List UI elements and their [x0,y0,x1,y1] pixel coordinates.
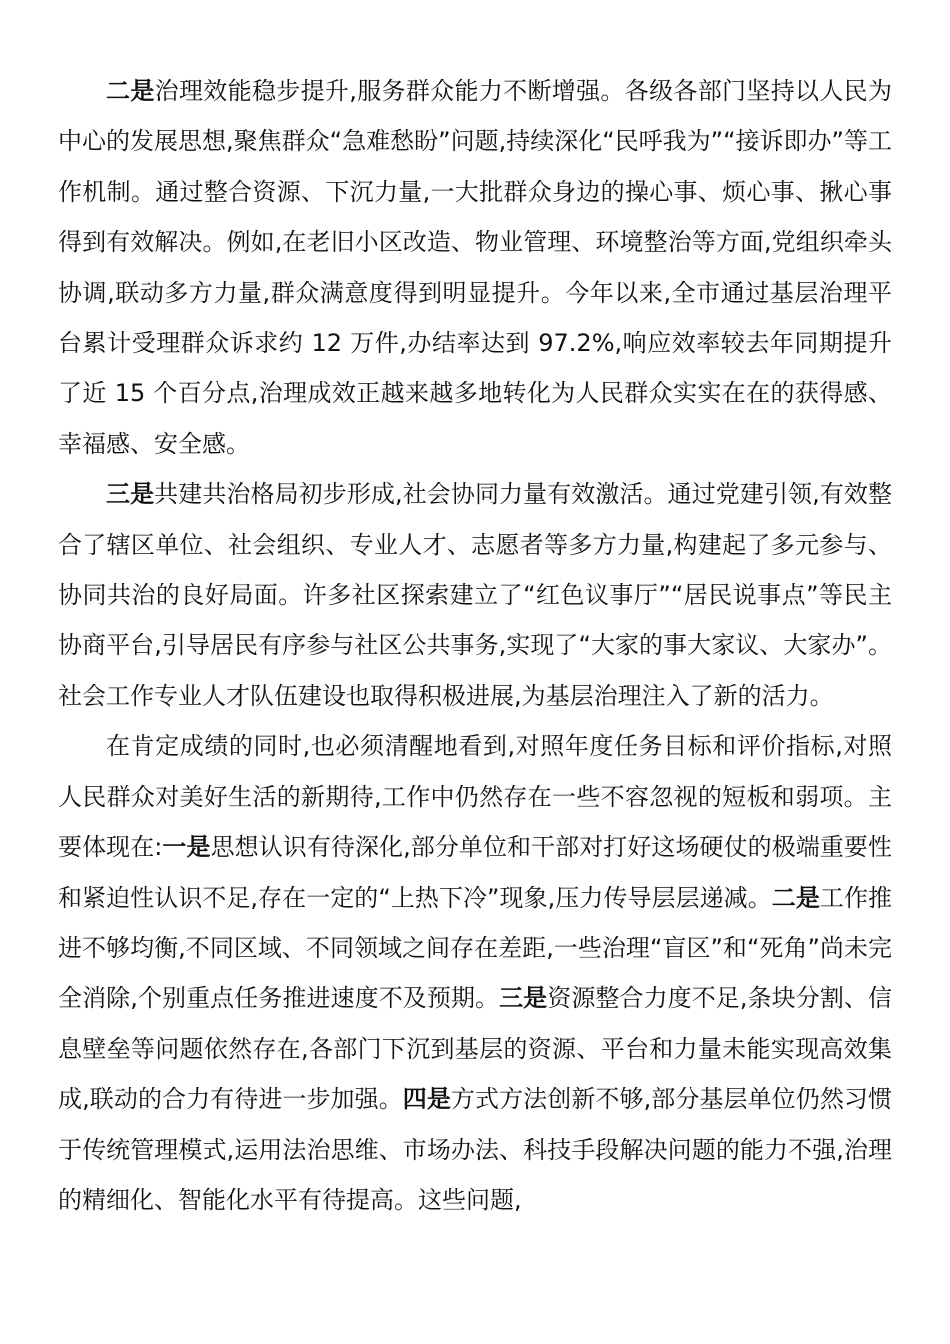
paragraph-lead: 三是 [106,480,155,509]
problem-text-4: 方式方法创新不够,部分基层单位仍然习惯于传统管理模式,运用法治思维、市场办法、科技手段解决问题的能力不强,治理的精细化、智能化水平有待提高。这些问题, [58,1085,892,1214]
problem-lead-3: 三是 [499,984,548,1013]
paragraph-problems [58,721,892,1225]
paragraph-lead: 二是 [106,77,155,105]
document-page [58,66,892,1225]
problem-lead-4: 四是 [402,1085,451,1114]
problem-lead-1: 一是 [162,833,211,862]
paragraph-text: 治理效能稳步提升,服务群众能力不断增强。各级各部门坚持以人民为中心的发展思想,聚焦群众“急难愁盼”问题,持续深化“民呼我为”“接诉即办”等工作机制。通过整合资源、下沉力量,一大批群众身边的操心事、烦心事、揪心事得到有效解决。例如,在老旧小区改造、物业管理、环境整治等方面,党组织牵头协调,联动多方力量,群众满意度得到明显提升。今年以来,全市通过基层治理平台累计受理群众诉求约 12 万件,办结率达到 97.2%,响应效率较去年同期提升了近 15 个百分点,治理成效正越来越多地转化为人民群众实实在在的获得感、幸福感、安全感。 [58,77,892,458]
problem-lead-2: 二是 [771,883,820,912]
problem-text-2: 工作推进不够均衡,不同区域、不同领域之间存在差距,一些治理“盲区”和“死角”尚未完全消除,个别重点任务推进速度不及预期。 [58,883,893,1013]
problem-text-1: 思想认识有待深化,部分单位和干部对打好这场硬仗的极端重要性和紧迫性认识不足,存在一定的“上热下冷”现象,压力传导层层递减。 [58,833,893,912]
paragraph-intro: 在肯定成绩的同时,也必须清醒地看到,对照年度任务目标和评价指标,对照人民群众对美好生活的新期待,工作中仍然存在一些不容忽视的短板和弱项。主要体现在: [58,732,892,862]
paragraph-text: 共建共治格局初步形成,社会协同力量有效激活。通过党建引领,有效整合了辖区单位、社会组织、专业人才、志愿者等多方力量,构建起了多元参与、协同共治的良好局面。许多社区探索建立了“红色议事厅”“居民说事点”等民主协商平台,引导居民有序参与社区公共事务,实现了“大家的事大家议、大家办”。社会工作专业人才队伍建设也取得积极进展,为基层治理注入了新的活力。 [58,480,892,710]
paragraph-third-achievement [58,469,892,721]
paragraph-second-achievement [58,66,892,469]
problem-text-3: 资源整合力度不足,条块分割、信息壁垒等问题依然存在,各部门下沉到基层的资源、平台和力量未能实现高效集成,联动的合力有待进一步加强。 [58,984,892,1114]
